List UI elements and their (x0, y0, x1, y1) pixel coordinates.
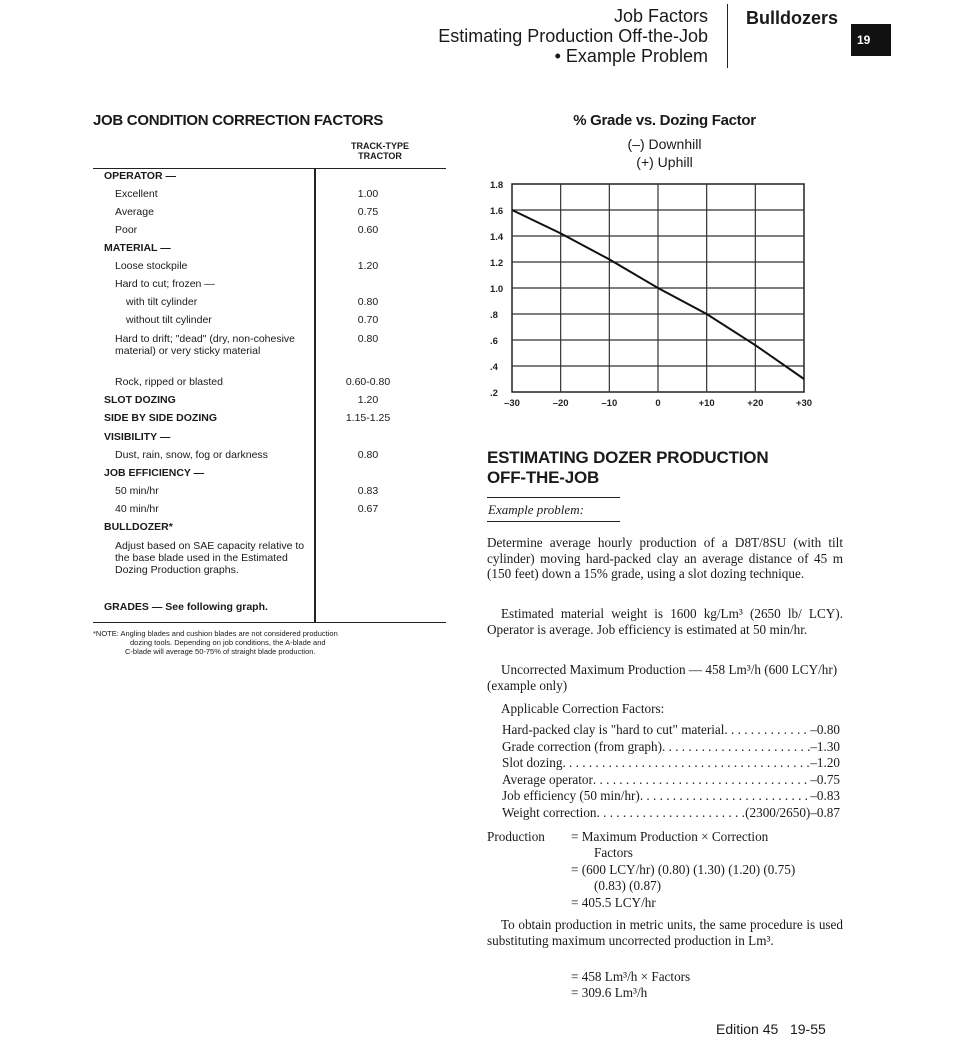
x-tick-label: –20 (552, 398, 569, 409)
table-row-value: 0.67 (357, 503, 379, 515)
production-result: = 405.5 LCY/hr (571, 895, 656, 910)
header-line-2: Estimating Production Off-the-Job (438, 26, 708, 46)
table-row-label: SLOT DOZING (104, 394, 176, 406)
correction-factor-row (502, 722, 840, 738)
table-body (93, 168, 446, 623)
table-row-label: Excellent (115, 188, 158, 200)
table-row-label: Poor (115, 224, 138, 236)
table-row-label: Hard to drift; "dead" (dry, non-cohesive material) or very sticky material (115, 333, 296, 357)
table-row-label: GRADES — See following graph. (104, 601, 268, 613)
factor-value: –1.30 (810, 738, 840, 754)
table-row-label: Adjust based on SAE capacity relative to the base blade used in the Estimated Dozing Production graphs. (115, 540, 305, 576)
factor-value: –1.20 (810, 755, 840, 770)
factor-leader-dots (640, 788, 811, 804)
table-title: JOB CONDITION CORRECTION FACTORS (93, 112, 384, 129)
header-divider (727, 4, 728, 68)
table-row-label: SIDE BY SIDE DOZING (104, 412, 217, 424)
grade-dozing-chart (480, 172, 820, 422)
chart-title: % Grade vs. Dozing Factor (573, 112, 756, 129)
table-row-label: Rock, ripped or blasted (115, 376, 223, 388)
correction-factor-row (502, 755, 840, 771)
table-row-label: Dust, rain, snow, fog or darkness (115, 449, 268, 461)
table-row-label: with tilt cylinder (126, 296, 198, 308)
example-rule-bottom (487, 521, 620, 522)
factor-label: Hard-packed clay is "hard to cut" material (502, 722, 725, 737)
factor-value: –0.83 (810, 788, 840, 803)
page-number: 19-55 (789, 1021, 826, 1037)
x-tick-label: +30 (795, 398, 813, 409)
table-row-label: Loose stockpile (115, 260, 188, 272)
factor-label: Average operator (502, 771, 593, 787)
table-footnote (93, 629, 448, 656)
factor-value: –0.80 (810, 722, 840, 737)
correction-factor-row (502, 805, 840, 821)
x-tick-label: –30 (504, 398, 520, 409)
y-tick-label: 1.8 (490, 180, 504, 191)
production-equation-2: = (600 LCY/hr) (0.80) (1.30) (1.20) (0.75) (571, 862, 796, 877)
correction-factor-row (502, 788, 840, 804)
table-row-value: 0.80 (357, 449, 379, 461)
example-title: Example problem: (488, 502, 584, 517)
table-row-value: 1.20 (357, 260, 379, 272)
page-footer (716, 1021, 826, 1037)
section-heading-line-1: ESTIMATING DOZER PRODUCTION (487, 448, 769, 467)
table-row-label: OPERATOR — (104, 170, 176, 182)
section-heading (487, 448, 768, 488)
table-row-label: 40 min/hr (115, 503, 159, 515)
metric-equation-2: = 309.6 Lm³/h (571, 985, 648, 1000)
table-row-label: BULLDOZER* (104, 521, 173, 533)
factor-leader-dots (724, 722, 810, 738)
x-tick-label: 0 (655, 398, 661, 409)
y-tick-label: 1.0 (490, 284, 504, 295)
paragraph-material: Estimated material weight is 1600 kg/Lm³ (2650 lb/ LCY). Operator is average. Job efficiency is estimated at 50 min/hr. (487, 606, 843, 637)
table-row-label: Hard to cut; frozen — (115, 278, 215, 290)
table-row-label: JOB EFFICIENCY — (104, 467, 205, 479)
factor-leader-dots (662, 739, 810, 755)
factor-value: –0.75 (810, 771, 840, 787)
paragraph-metric: To obtain production in metric units, the same procedure is used substituting maximum uncorrected production in Lm³. (487, 917, 843, 948)
x-tick-label: +10 (698, 398, 715, 409)
column-header-line-1: TRACK-TYPE (351, 141, 409, 151)
production-equation-2b: (0.83) (0.87) (594, 878, 662, 893)
y-tick-label: 1.4 (490, 232, 504, 243)
table-row-value: 1.20 (357, 394, 379, 406)
y-tick-label: 1.6 (490, 206, 504, 217)
table-row-label: 50 min/hr (115, 485, 159, 497)
table-row-value: 0.60 (357, 224, 379, 236)
production-label: Production (487, 829, 545, 844)
section-tab[interactable]: 19 (851, 24, 891, 56)
chart-subtitle-downhill: (–) Downhill (627, 136, 702, 152)
footnote-line-2: dozing tools. Depending on job conditions, the A-blade and (130, 638, 326, 647)
y-tick-label: .8 (490, 310, 498, 321)
y-tick-label: .4 (490, 362, 498, 373)
table-row-value: 1.15-1.25 (345, 412, 391, 424)
production-equation-1: = Maximum Production × Correction (571, 829, 769, 844)
y-tick-label: .2 (490, 388, 498, 399)
y-tick-label: .6 (490, 336, 498, 347)
factor-label: Weight correction (502, 804, 597, 820)
chart-subtitle-uphill: (+) Uphill (636, 154, 693, 170)
table-row-value: 0.75 (357, 206, 379, 218)
factor-leader-dots (593, 772, 810, 788)
paragraph-factors-heading: Applicable Correction Factors: (501, 701, 665, 716)
example-rule-top (487, 497, 620, 498)
factor-label: Job efficiency (50 min/hr) (502, 788, 640, 803)
edition-label: Edition 45 (716, 1021, 779, 1037)
factor-leader-dots (562, 755, 810, 771)
y-tick-label: 1.2 (490, 258, 504, 269)
header-line-3: • Example Problem (554, 46, 708, 66)
factor-label: Slot dozing (502, 755, 563, 770)
paragraph-problem: Determine average hourly production of a D8T/8SU (with tilt cylinder) moving hard-packed clay an average distance of 45 m (150 feet) down a 15% grade, using a slot dozing technique. (487, 535, 843, 581)
table-row-label: without tilt cylinder (126, 314, 212, 326)
factor-value: (2300/2650)–0.87 (745, 804, 840, 820)
factor-label: Grade correction (from graph) (502, 738, 663, 754)
table-row-value: 0.80 (357, 296, 379, 308)
footnote-line-3: C-blade will average 50-75% of straight blade production. (125, 647, 316, 656)
correction-factor-row (502, 739, 840, 755)
table-row-value: 0.80 (357, 333, 379, 345)
table-row-value: 1.00 (357, 188, 379, 200)
table-row-value: 0.83 (357, 485, 379, 497)
page-header (380, 6, 708, 66)
production-equation-1b: Factors (594, 845, 633, 860)
correction-factor-row (502, 772, 840, 788)
paragraph-max-production: Uncorrected Maximum Production — 458 Lm³/h (600 LCY/hr) (example only) (487, 662, 838, 693)
footnote-line-1: *NOTE: Angling blades and cushion blades are not considered production (93, 629, 338, 638)
table-row-label: VISIBILITY — (104, 431, 171, 443)
section-heading-line-2: OFF-THE-JOB (487, 468, 600, 487)
header-line-1: Job Factors (613, 6, 708, 26)
x-tick-label: –10 (601, 398, 618, 409)
table-row-value: 0.60-0.80 (345, 376, 391, 388)
table-column-header (330, 141, 430, 161)
metric-equation-1: = 458 Lm³/h × Factors (571, 969, 691, 984)
table-row-label: MATERIAL — (104, 242, 171, 254)
section-title: Bulldozers (746, 8, 839, 28)
x-tick-label: +20 (747, 398, 764, 409)
table-row-value: 0.70 (357, 314, 379, 326)
column-header-line-2: TRACTOR (358, 151, 402, 161)
factor-leader-dots (597, 805, 746, 821)
table-row-label: Average (115, 206, 154, 218)
